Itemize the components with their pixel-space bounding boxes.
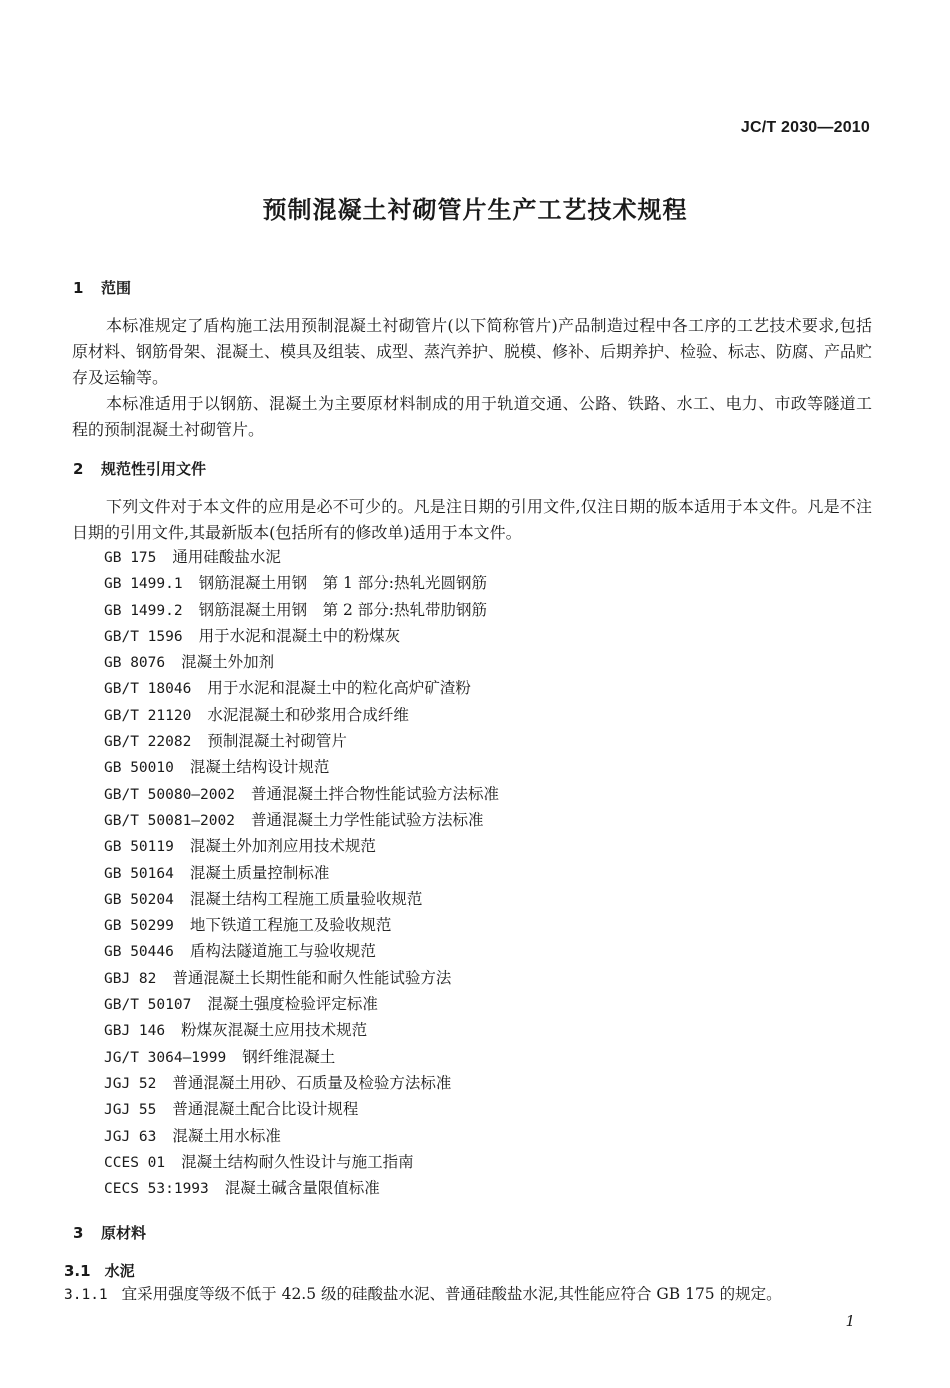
reference-item xyxy=(104,1175,499,1201)
section-title: 原材料 xyxy=(101,1224,147,1242)
reference-item xyxy=(104,938,499,964)
reference-name: 用于水泥和混凝土中的粒化高炉矿渣粉 xyxy=(207,679,471,698)
reference-name: 普通混凝土配合比设计规程 xyxy=(172,1100,359,1119)
reference-item xyxy=(104,860,499,886)
reference-code: GB 50010 xyxy=(104,760,174,777)
reference-name: 地下铁道工程施工及验收规范 xyxy=(189,916,392,935)
reference-name: 混凝土质量控制标准 xyxy=(189,863,330,882)
reference-name: 粉煤灰混凝土应用技术规范 xyxy=(181,1021,368,1040)
reference-item xyxy=(104,597,499,623)
section-1-paragraph-1: 本标准规定了盾构施工法用预制混凝土衬砌管片(以下简称管片)产品制造过程中各工序的工艺技术要求,包括原材料、钢筋骨架、混凝土、模具及组装、成型、蒸汽养护、脱模、修补、后期养护、检验、标志、防腐、产品贮存及运输等。 xyxy=(72,316,873,387)
reference-name: 混凝土外加剂应用技术规范 xyxy=(189,837,376,856)
reference-item xyxy=(104,544,499,570)
reference-name: 普通混凝土长期性能和耐久性能试验方法 xyxy=(172,968,452,987)
section-2-heading xyxy=(73,458,206,479)
reference-item xyxy=(104,1096,499,1122)
reference-code: GB/T 50081—2002 xyxy=(104,812,235,829)
reference-item xyxy=(104,1044,499,1070)
reference-item xyxy=(104,754,499,780)
reference-name: 预制混凝土衬砌管片 xyxy=(207,732,347,751)
clause-number: 3.1.1 xyxy=(64,1287,108,1303)
reference-code: GB 50164 xyxy=(104,865,174,882)
reference-item xyxy=(104,781,499,807)
reference-name: 钢筋混凝土用钢 第 2 部分:热轧带肋钢筋 xyxy=(198,600,488,619)
reference-name: 混凝土外加剂 xyxy=(181,653,275,672)
reference-item xyxy=(104,807,499,833)
reference-code: JGJ 55 xyxy=(104,1102,157,1119)
reference-code: GBJ 146 xyxy=(104,1023,166,1040)
reference-code: GB/T 50107 xyxy=(104,997,192,1014)
reference-code: CCES 01 xyxy=(104,1154,166,1171)
reference-code: GB/T 1596 xyxy=(104,628,183,645)
normative-references-list xyxy=(104,544,499,1201)
reference-code: GB 50204 xyxy=(104,891,174,908)
reference-name: 普通混凝土用砂、石质量及检验方法标准 xyxy=(172,1073,452,1092)
reference-item xyxy=(104,728,499,754)
reference-item xyxy=(104,623,499,649)
reference-code: GB 50299 xyxy=(104,918,174,935)
reference-name: 混凝土碱含量限值标准 xyxy=(224,1179,380,1198)
reference-name: 盾构法隧道施工与验收规范 xyxy=(189,942,376,961)
reference-name: 普通混凝土拌合物性能试验方法标准 xyxy=(250,784,499,803)
section-1-heading xyxy=(73,277,131,298)
reference-code: GB 50446 xyxy=(104,944,174,961)
reference-code: GB/T 21120 xyxy=(104,707,192,724)
reference-item xyxy=(104,912,499,938)
section-title: 规范性引用文件 xyxy=(101,460,207,478)
subsection-title: 水泥 xyxy=(104,1262,135,1280)
clause-text: 宜采用强度等级不低于 42.5 级的硅酸盐水泥、普通硅酸盐水泥,其性能应符合 GB 175 的规定。 xyxy=(121,1285,782,1303)
section-2-paragraph-1: 下列文件对于本文件的应用是必不可少的。凡是注日期的引用文件,仅注日期的版本适用于本文件。凡是不注日期的引用文件,其最新版本(包括所有的修改单)适用于本文件。 xyxy=(72,497,872,542)
reference-item xyxy=(104,1070,499,1096)
reference-name: 混凝土强度检验评定标准 xyxy=(207,995,378,1014)
reference-code: JGJ 63 xyxy=(104,1128,157,1145)
reference-item xyxy=(104,675,499,701)
reference-item xyxy=(104,649,499,675)
section-1-paragraph-2: 本标准适用于以钢筋、混凝土为主要原材料制成的用于轨道交通、公路、铁路、水工、电力、市政等隧道工程的预制混凝土衬砌管片。 xyxy=(72,394,872,439)
reference-name: 混凝土用水标准 xyxy=(172,1126,281,1145)
reference-code: GB/T 18046 xyxy=(104,681,192,698)
section-3-heading xyxy=(73,1222,146,1243)
subsection-number: 3.1 xyxy=(64,1262,91,1280)
reference-item xyxy=(104,702,499,728)
standard-code: JC/T 2030—2010 xyxy=(740,119,870,136)
reference-name: 钢纤维混凝土 xyxy=(242,1047,336,1066)
page-title: 预制混凝土衬砌管片生产工艺技术规程 xyxy=(262,196,688,224)
reference-item xyxy=(104,886,499,912)
section-number: 2 xyxy=(73,460,84,478)
section-title: 范围 xyxy=(101,279,132,297)
reference-item xyxy=(104,833,499,859)
subsection-3-1-heading xyxy=(64,1260,135,1281)
reference-item xyxy=(104,1149,499,1175)
reference-code: JG/T 3064—1999 xyxy=(104,1049,227,1066)
section-number: 1 xyxy=(73,279,84,297)
reference-code: GB 8076 xyxy=(104,655,166,672)
reference-name: 混凝土结构设计规范 xyxy=(189,758,330,777)
reference-item xyxy=(104,1017,499,1043)
reference-name: 钢筋混凝土用钢 第 1 部分:热轧光圆钢筋 xyxy=(198,574,488,593)
reference-name: 普通混凝土力学性能试验方法标准 xyxy=(250,810,484,829)
reference-code: GB/T 22082 xyxy=(104,734,192,751)
reference-code: GB 1499.2 xyxy=(104,602,183,619)
reference-item xyxy=(104,991,499,1017)
reference-name: 用于水泥和混凝土中的粉煤灰 xyxy=(198,626,401,645)
reference-code: CECS 53:1993 xyxy=(104,1181,209,1198)
reference-name: 水泥混凝土和砂浆用合成纤维 xyxy=(207,705,409,724)
reference-code: GBJ 82 xyxy=(104,970,157,987)
reference-name: 混凝土结构工程施工质量验收规范 xyxy=(189,889,423,908)
reference-name: 通用硅酸盐水泥 xyxy=(172,548,281,566)
reference-code: GB 50119 xyxy=(104,839,174,856)
reference-item xyxy=(104,1123,499,1149)
clause-3-1-1 xyxy=(64,1282,782,1304)
reference-code: GB 1499.1 xyxy=(104,576,183,593)
page-number: 1 xyxy=(845,1312,855,1330)
reference-code: GB 175 xyxy=(104,550,157,566)
reference-code: GB/T 50080—2002 xyxy=(104,786,235,803)
section-number: 3 xyxy=(73,1224,84,1242)
reference-item xyxy=(104,570,499,596)
reference-code: JGJ 52 xyxy=(104,1075,157,1092)
reference-name: 混凝土结构耐久性设计与施工指南 xyxy=(181,1152,414,1171)
reference-item xyxy=(104,965,499,991)
